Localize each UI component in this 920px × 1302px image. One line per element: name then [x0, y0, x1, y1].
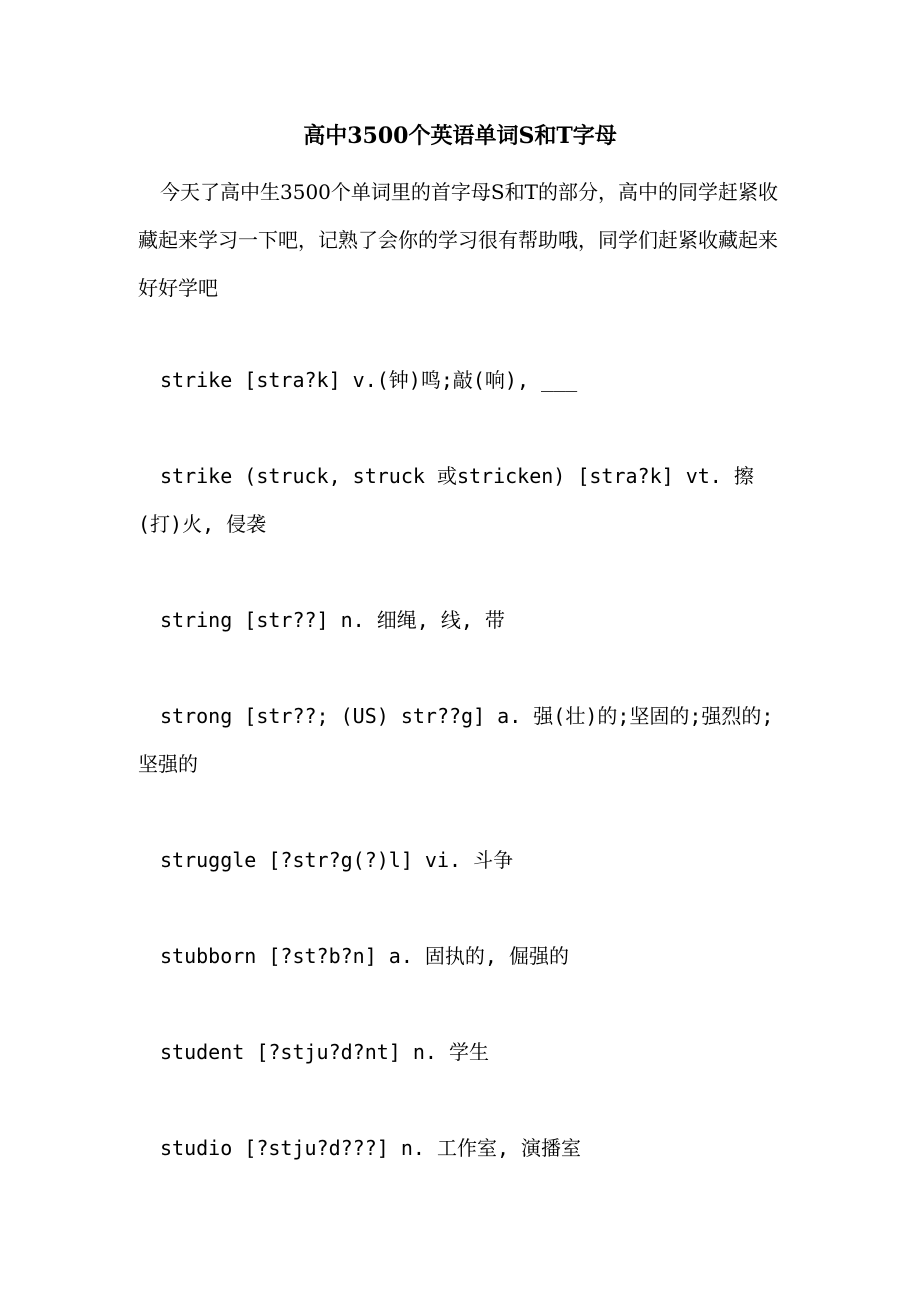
vocab-entry: strike [stra?k] v.(钟)鸣;敲(响), ___	[160, 368, 578, 392]
vocab-entry: student [?stju?d?nt] n. 学生	[160, 1040, 489, 1064]
vocab-entry: struggle [?str?g(?)l] vi. 斗争	[160, 848, 514, 872]
vocab-entry: string [str??] n. 细绳, 线, 带	[160, 608, 505, 632]
vocab-entry: studio [?stju?d???] n. 工作室, 演播室	[160, 1136, 582, 1160]
vocab-entry: strong [str??; (US) str??g] a. 强(壮)的;坚固的;强烈的;坚强的	[138, 704, 774, 776]
intro-paragraph: 今天了高中生3500个单词里的首字母S和T的部分，高中的同学赶紧收藏起来学习一下吧，记熟了会你的学习很有帮助哦，同学们赶紧收藏起来好好学吧	[138, 180, 778, 300]
document-title: 高中3500个英语单词S和T字母	[303, 123, 617, 149]
vocab-entry: stubborn [?st?b?n] a. 固执的, 倔强的	[160, 944, 569, 968]
vocab-entry: strike (struck, struck 或stricken) [stra?k] vt. 擦(打)火, 侵袭	[138, 464, 754, 536]
